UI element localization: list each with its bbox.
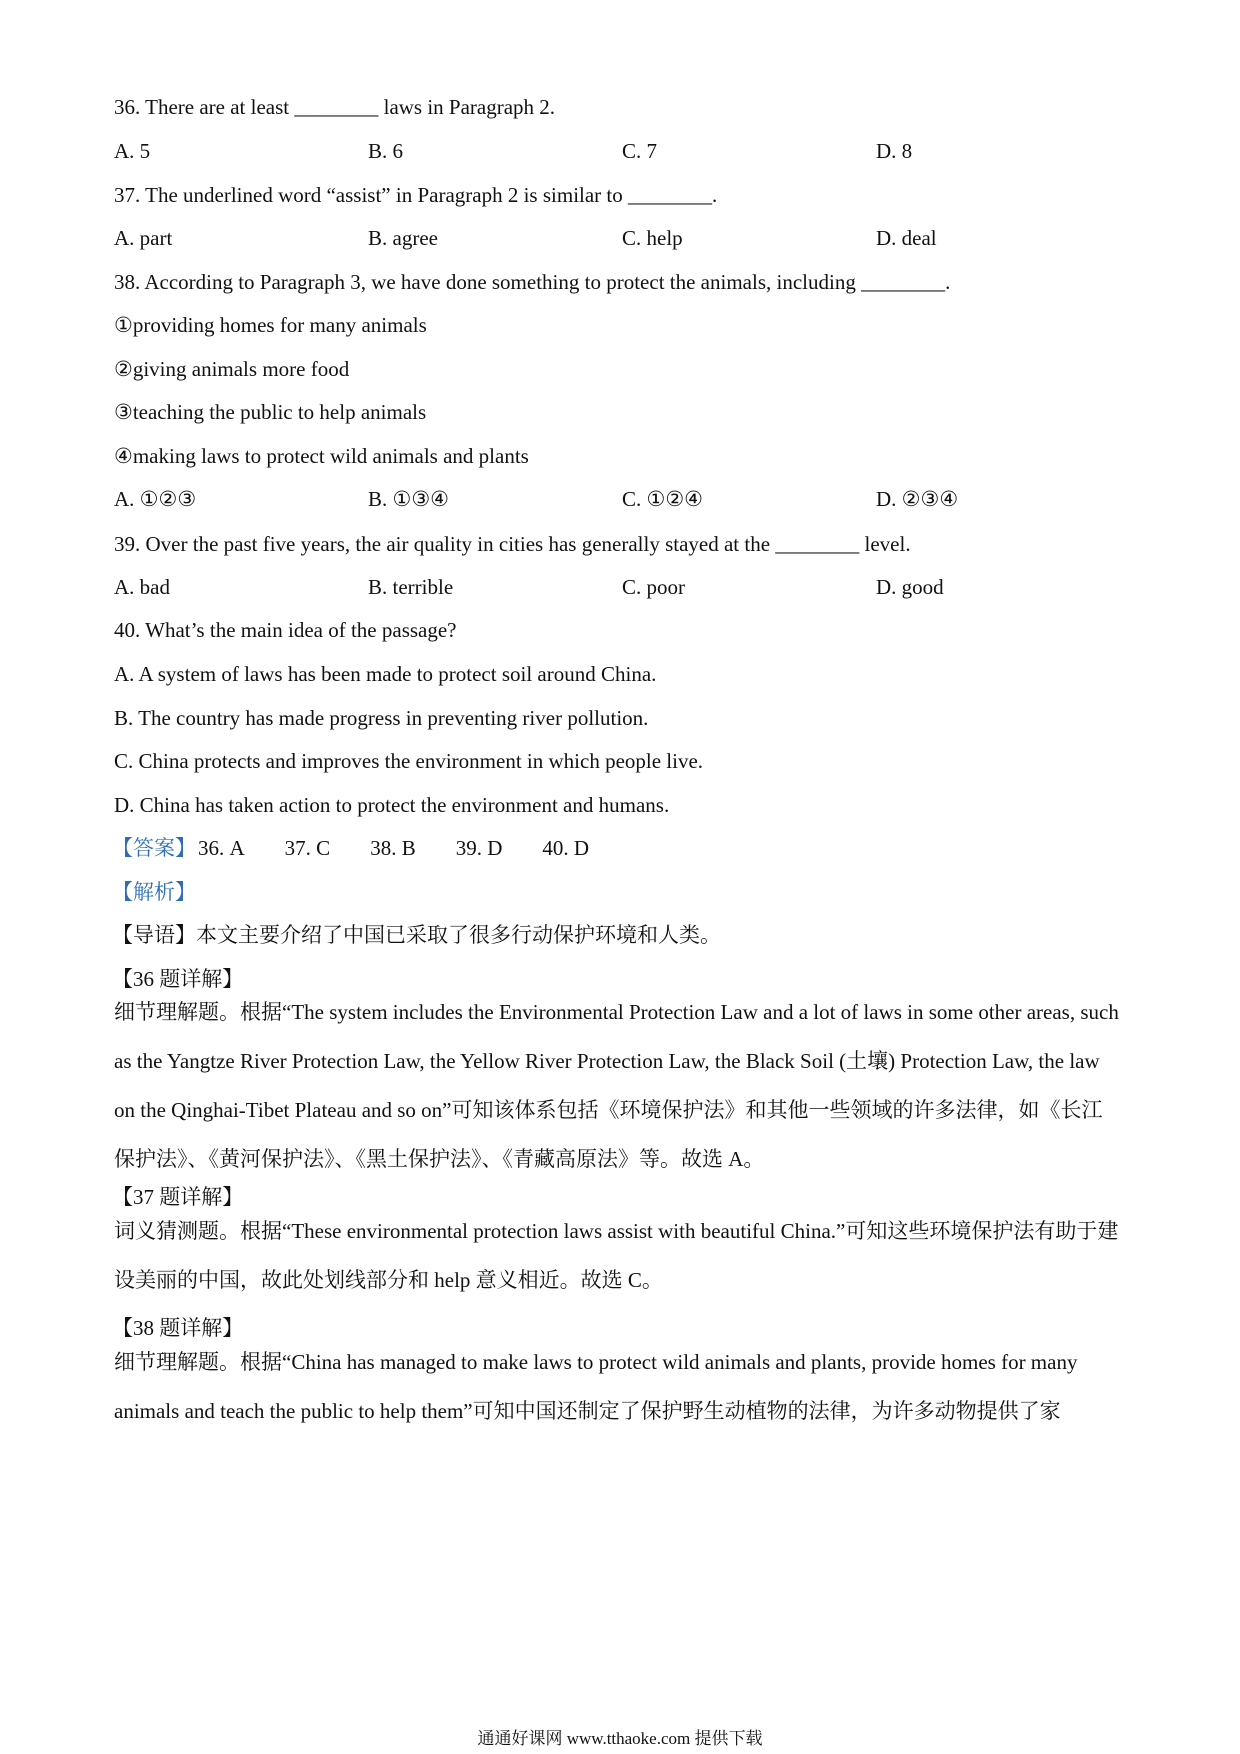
detail-37-heading: 【37 题详解】: [112, 1185, 244, 1209]
q37-option-d: D. deal: [876, 226, 937, 250]
answer-38: 38. B: [370, 836, 416, 860]
q39-option-c: C. poor: [622, 575, 685, 599]
answer-37: 37. C: [284, 836, 331, 860]
q38-option-d: D. ②③④: [876, 487, 959, 511]
q38-option-b: B. ①③④: [368, 487, 449, 511]
question-37-stem: 37. The underlined word “assist” in Paragraph 2 is similar to ________.: [114, 183, 718, 207]
detail-36-heading: 【36 题详解】: [112, 967, 244, 991]
q36-option-d: D. 8: [876, 139, 913, 163]
answer-40: 40. D: [542, 836, 590, 860]
q40-option-d: D. China has taken action to protect the environment and humans.: [114, 793, 670, 817]
q37-option-b: B. agree: [368, 226, 438, 250]
q36-option-a: A. 5: [114, 139, 151, 163]
q36-option-c: C. 7: [622, 139, 658, 163]
q40-option-a: A. A system of laws has been made to protect soil around China.: [114, 662, 657, 686]
question-40-stem: 40. What’s the main idea of the passage?: [114, 618, 457, 642]
answer-39: 39. D: [455, 836, 503, 860]
detail-36-text: 细节理解题。根据“The system includes the Environmental Protection Law and a lot of laws in some other areas, such as the Yangtze River Protection Law, the Yellow River Protection Law, the Black Soil (土壤) Protection Law, the law on the Qinghai-Tibet Plateau and so on”可知该体系包括《环境保护法》和其他一些领域的许多法律，如《长江保护法》、《黄河保护法》、《黑土保护法》、《青藏高原法》等。故选 A。: [114, 1000, 1119, 1171]
page-footer: 通通好课网 www.tthaoke.com 提供下载: [477, 1729, 763, 1748]
q38-option-a: A. ①②③: [114, 487, 197, 511]
answer-label: 【答案】: [112, 836, 196, 860]
q39-option-b: B. terrible: [368, 575, 454, 599]
answer-36: 36. A: [198, 836, 245, 860]
q40-option-c: C. China protects and improves the environment in which people live.: [114, 749, 704, 773]
question-38-item-2: ②giving animals more food: [114, 357, 350, 381]
detail-37-text: 词义猜测题。根据“These environmental protection laws assist with beautiful China.”可知这些环境保护法有助于建设美丽的中国，故此处划线部分和 help 意义相近。故选 C。: [114, 1219, 1119, 1292]
q40-option-b: B. The country has made progress in preventing river pollution.: [114, 706, 649, 730]
q36-option-b: B. 6: [368, 139, 404, 163]
q39-option-a: A. bad: [114, 575, 170, 599]
q37-option-a: A. part: [114, 226, 173, 250]
question-38-stem: 38. According to Paragraph 3, we have done something to protect the animals, including ________.: [114, 270, 951, 294]
question-38-item-1: ①providing homes for many animals: [114, 313, 427, 337]
q39-option-d: D. good: [876, 575, 944, 599]
question-39-stem: 39. Over the past five years, the air quality in cities has generally stayed at the ________ level.: [114, 532, 911, 556]
detail-38-heading: 【38 题详解】: [112, 1316, 244, 1340]
answer-line: [112, 833, 1122, 863]
guide-text: 【导语】本文主要介绍了中国已采取了很多行动保护环境和人类。: [112, 923, 721, 947]
q38-option-c: C. ①②④: [622, 487, 703, 511]
analysis-label: 【解析】: [112, 880, 196, 904]
detail-38-text: 细节理解题。根据“China has managed to make laws to protect wild animals and plants, provide homes for many animals and teach the public to help them”可知中国还制定了保护野生动植物的法律，为许多动物提供了家: [114, 1350, 1078, 1423]
q37-option-c: C. help: [622, 226, 683, 250]
question-38-item-3: ③teaching the public to help animals: [114, 400, 427, 424]
question-36-stem: 36. There are at least ________ laws in Paragraph 2.: [114, 95, 556, 119]
question-38-item-4: ④making laws to protect wild animals and plants: [114, 444, 529, 468]
